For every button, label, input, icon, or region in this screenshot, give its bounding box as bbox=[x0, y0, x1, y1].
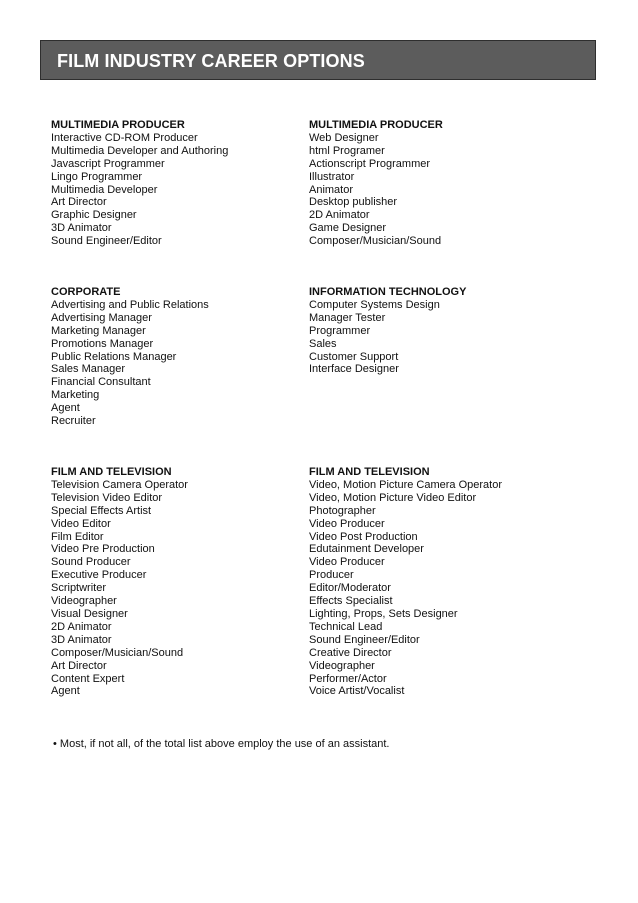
list-item: Sales bbox=[309, 337, 337, 350]
list-item: Creative Director bbox=[309, 646, 392, 659]
list-item: Agent bbox=[51, 402, 80, 415]
list-item: Television Video Editor bbox=[51, 491, 163, 504]
list-item: Television Camera Operator bbox=[51, 478, 188, 491]
list-item: Video Pre Production bbox=[51, 543, 155, 556]
list-item: Sound Engineer/Editor bbox=[51, 235, 162, 248]
list-item: Desktop publisher bbox=[309, 196, 398, 209]
list-item: 3D Animator bbox=[51, 633, 112, 646]
list-item: Lingo Programmer bbox=[51, 170, 143, 183]
list-item: Editor/Moderator bbox=[309, 582, 391, 595]
list-item: Film Editor bbox=[51, 530, 104, 543]
list-item: Financial Consultant bbox=[51, 376, 151, 389]
list-item: Lighting, Props, Sets Designer bbox=[309, 607, 458, 620]
title-bar bbox=[40, 40, 596, 80]
list-item: Multimedia Developer and Authoring bbox=[51, 144, 229, 157]
section-film-television-left bbox=[51, 466, 321, 698]
list-item: Multimedia Developer bbox=[51, 183, 158, 196]
list-item: Computer Systems Design bbox=[309, 298, 440, 311]
list-item: html Programer bbox=[309, 144, 385, 157]
list-item: Marketing bbox=[51, 389, 100, 402]
section-heading: MULTIMEDIA PRODUCER bbox=[51, 119, 185, 131]
list-item: Graphic Designer bbox=[51, 209, 137, 222]
list-item: Art Director bbox=[51, 659, 107, 672]
list-item: Recruiter bbox=[51, 415, 96, 428]
section-heading: INFORMATION TECHNOLOGY bbox=[309, 286, 467, 298]
footnote: • Most, if not all, of the total list above employ the use of an assistant. bbox=[53, 738, 390, 750]
list-item: Sound Engineer/Editor bbox=[309, 633, 420, 646]
list-item: Video Producer bbox=[309, 556, 385, 569]
list-item: Videographer bbox=[309, 659, 375, 672]
list-item: Video, Motion Picture Video Editor bbox=[309, 491, 477, 504]
list-item: Voice Artist/Vocalist bbox=[309, 685, 405, 698]
list-item: Actionscript Programmer bbox=[309, 157, 431, 170]
list-item: Advertising Manager bbox=[51, 311, 152, 324]
list-item: Edutainment Developer bbox=[309, 543, 424, 556]
list-item: Producer bbox=[309, 569, 354, 582]
list-item: Animator bbox=[309, 183, 354, 196]
list-item: Sound Producer bbox=[51, 556, 131, 569]
list-item: Agent bbox=[51, 685, 80, 698]
section-information-technology bbox=[309, 286, 579, 376]
list-item: Interface Designer bbox=[309, 363, 399, 376]
list-item: Manager Tester bbox=[309, 311, 386, 324]
list-item: Composer/Musician/Sound bbox=[309, 235, 442, 248]
list-item: Public Relations Manager bbox=[51, 350, 177, 363]
section-corporate bbox=[51, 286, 321, 428]
list-item: Promotions Manager bbox=[51, 337, 154, 350]
section-heading: MULTIMEDIA PRODUCER bbox=[309, 119, 443, 131]
list-item: Customer Support bbox=[309, 350, 399, 363]
list-item: Composer/Musician/Sound bbox=[51, 646, 184, 659]
list-item: Effects Specialist bbox=[309, 595, 393, 608]
list-item: 3D Animator bbox=[51, 222, 112, 235]
list-item: Web Designer bbox=[309, 131, 379, 144]
list-item: Game Designer bbox=[309, 222, 387, 235]
list-item: 2D Animator bbox=[309, 209, 370, 222]
list-item: Illustrator bbox=[309, 170, 355, 183]
list-item: Special Effects Artist bbox=[51, 504, 152, 517]
section-heading: FILM AND TELEVISION bbox=[309, 466, 430, 478]
list-item: Marketing Manager bbox=[51, 324, 146, 337]
list-item: Video, Motion Picture Camera Operator bbox=[309, 478, 502, 491]
list-item: Scriptwriter bbox=[51, 582, 107, 595]
list-item: Sales Manager bbox=[51, 363, 125, 376]
section-multimedia-producer-left bbox=[51, 119, 321, 248]
list-item: Video Post Production bbox=[309, 530, 418, 543]
list-item: Content Expert bbox=[51, 672, 125, 685]
list-item: Photographer bbox=[309, 504, 376, 517]
list-item: Video Editor bbox=[51, 517, 111, 530]
section-film-television-right bbox=[309, 466, 579, 698]
list-item: Visual Designer bbox=[51, 607, 128, 620]
page-title: FILM INDUSTRY CAREER OPTIONS bbox=[57, 51, 365, 71]
list-item: Technical Lead bbox=[309, 620, 383, 633]
list-item: Programmer bbox=[309, 324, 371, 337]
list-item: Performer/Actor bbox=[309, 672, 387, 685]
list-item: Interactive CD-ROM Producer bbox=[51, 131, 198, 144]
list-item: Art Director bbox=[51, 196, 107, 209]
section-heading: FILM AND TELEVISION bbox=[51, 466, 172, 478]
list-item: Video Producer bbox=[309, 517, 385, 530]
list-item: Javascript Programmer bbox=[51, 157, 165, 170]
list-item: Videographer bbox=[51, 595, 117, 608]
section-heading: CORPORATE bbox=[51, 286, 121, 298]
list-item: Executive Producer bbox=[51, 569, 147, 582]
list-item: Advertising and Public Relations bbox=[51, 298, 209, 311]
section-multimedia-producer-right bbox=[309, 119, 579, 248]
list-item: 2D Animator bbox=[51, 620, 112, 633]
